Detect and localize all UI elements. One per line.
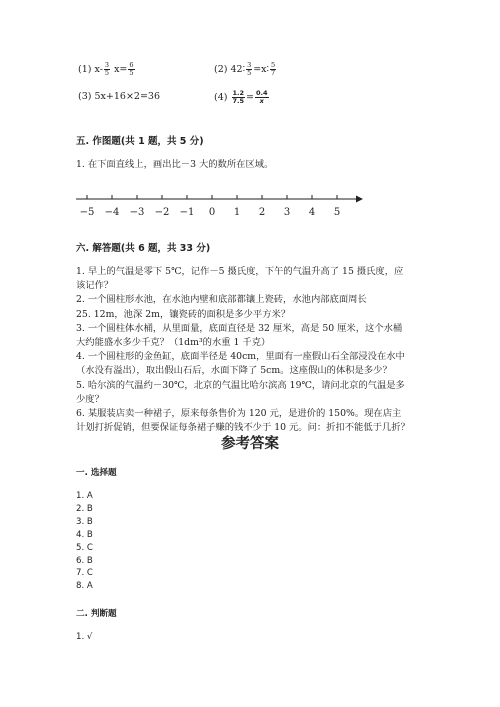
answers-section-2-list <box>76 631 92 644</box>
section-6-questions <box>76 265 410 435</box>
denominator: 7.5 <box>232 97 245 105</box>
equation-text: = <box>246 92 254 103</box>
denominator: 5 <box>129 69 134 77</box>
question-line: 5. 哈尔滨的气温约－30℃，北京的气温比哈尔滨高 19℃，请问北京的气温是多 <box>76 379 405 391</box>
question-line: 该记作？ <box>76 280 114 292</box>
number-line-label: 2 <box>258 207 266 218</box>
denominator: 7 <box>271 69 276 77</box>
numerator: 3 <box>104 61 110 69</box>
fraction <box>270 62 276 77</box>
fraction <box>232 90 246 105</box>
question-line: 1. 早上的气温是零下 5℃，记作－5 摄氏度，下午的气温升高了 15 摄氏度，应 <box>76 266 404 277</box>
answer-item: 8. A <box>76 581 93 592</box>
answer-item: 6. B <box>76 555 93 566</box>
number-line <box>72 192 364 220</box>
question-line: 少度？ <box>76 393 104 405</box>
fraction <box>246 62 252 77</box>
fraction <box>104 62 110 77</box>
number-line-label: 1 <box>233 207 241 218</box>
equation-text: 42∶ <box>230 64 246 75</box>
answer-item: 1. √ <box>76 632 93 642</box>
equation-number: (4) <box>214 92 228 103</box>
arrow-head-icon <box>356 196 363 203</box>
number-line-label: −5 <box>79 207 95 218</box>
number-line-label: −1 <box>179 207 195 218</box>
equation-text: x- <box>94 64 103 75</box>
answers-title: 参考答案 <box>221 435 279 452</box>
answers-section-2-title: 二. 判断题 <box>76 609 117 619</box>
fraction <box>128 62 134 77</box>
equation-3 <box>78 90 160 104</box>
answer-item: 3. B <box>76 516 93 527</box>
numerator: 1.2 <box>232 89 245 97</box>
equation-text: x= <box>114 64 128 75</box>
equation-text: =x∶ <box>253 64 269 75</box>
equation-number: (2) <box>214 64 228 75</box>
denominator: 5 <box>247 69 252 77</box>
number-line-label: −4 <box>104 207 120 218</box>
equation-4 <box>214 90 270 105</box>
number-line-label: 4 <box>308 207 316 218</box>
question-line: 2. 一个圆柱形水池，在水池内壁和底部都镶上瓷砖，水池内部底面周长 <box>76 294 367 306</box>
equation-number: (3) <box>78 91 92 102</box>
answer-item: 4. B <box>76 529 93 540</box>
answer-item: 7. C <box>76 568 93 579</box>
denominator: 5 <box>104 69 110 77</box>
answers-section-1-title: 一. 选择题 <box>76 468 117 478</box>
section-5-question-1: 1. 在下面直线上，画出比－3 大的数所在区域。 <box>76 159 274 170</box>
numerator: 0.4 <box>255 89 268 97</box>
question-line: （水没有溢出），取出假山石后，水面下降了 5cm。这座假山的体积是多少？ <box>76 365 392 377</box>
question-line: 3. 一个圆柱体水桶，从里面量，底面直径是 32 厘米，高是 50 厘米，这个水桶 <box>76 322 403 334</box>
question-line: 计划打折促销，但要保证每条裙子赚的钱不少于 10 元。问：折扣不能低于几折？ <box>76 422 410 434</box>
answer-item: 1. A <box>76 491 93 501</box>
numerator: 5 <box>271 61 276 69</box>
answers-section-1-list <box>76 490 93 593</box>
answer-item: 2. B <box>76 503 93 514</box>
number-line-label: −2 <box>154 207 170 218</box>
section-5-title: 五. 作图题(共 1 题，共 5 分) <box>76 136 204 147</box>
number-line-ticks <box>80 195 341 218</box>
fraction <box>255 90 269 105</box>
number-line-label: 5 <box>333 207 341 218</box>
question-line: 6. 某服装店卖一种裙子，原来每条售价为 120 元，是进价的 150%。现在店主 <box>76 408 402 420</box>
answer-item: 5. C <box>76 542 93 553</box>
question-line: 大约能盛水多少千克？（1dm³的水重 1 千克） <box>76 337 271 349</box>
equation-number: (1) <box>78 64 92 75</box>
denominator: x <box>259 97 264 105</box>
question-line: 4. 一个圆柱形的金鱼缸，底面半径是 40cm，里面有一座假山石全部浸没在水中 <box>76 351 405 363</box>
equation-text: 5x+16×2=36 <box>94 91 161 102</box>
number-line-label: −3 <box>129 207 145 218</box>
numerator: 6 <box>129 61 134 69</box>
number-line-label: 3 <box>283 207 291 218</box>
section-6-title: 六. 解答题(共 6 题，共 33 分) <box>76 243 211 254</box>
number-line-label: 0 <box>208 207 216 218</box>
equation-1 <box>78 62 136 77</box>
question-line: 25. 12m，池深 2m，镶瓷砖的面积是多少平方米？ <box>76 308 291 320</box>
numerator: 3 <box>247 61 252 69</box>
equation-2 <box>214 62 277 77</box>
